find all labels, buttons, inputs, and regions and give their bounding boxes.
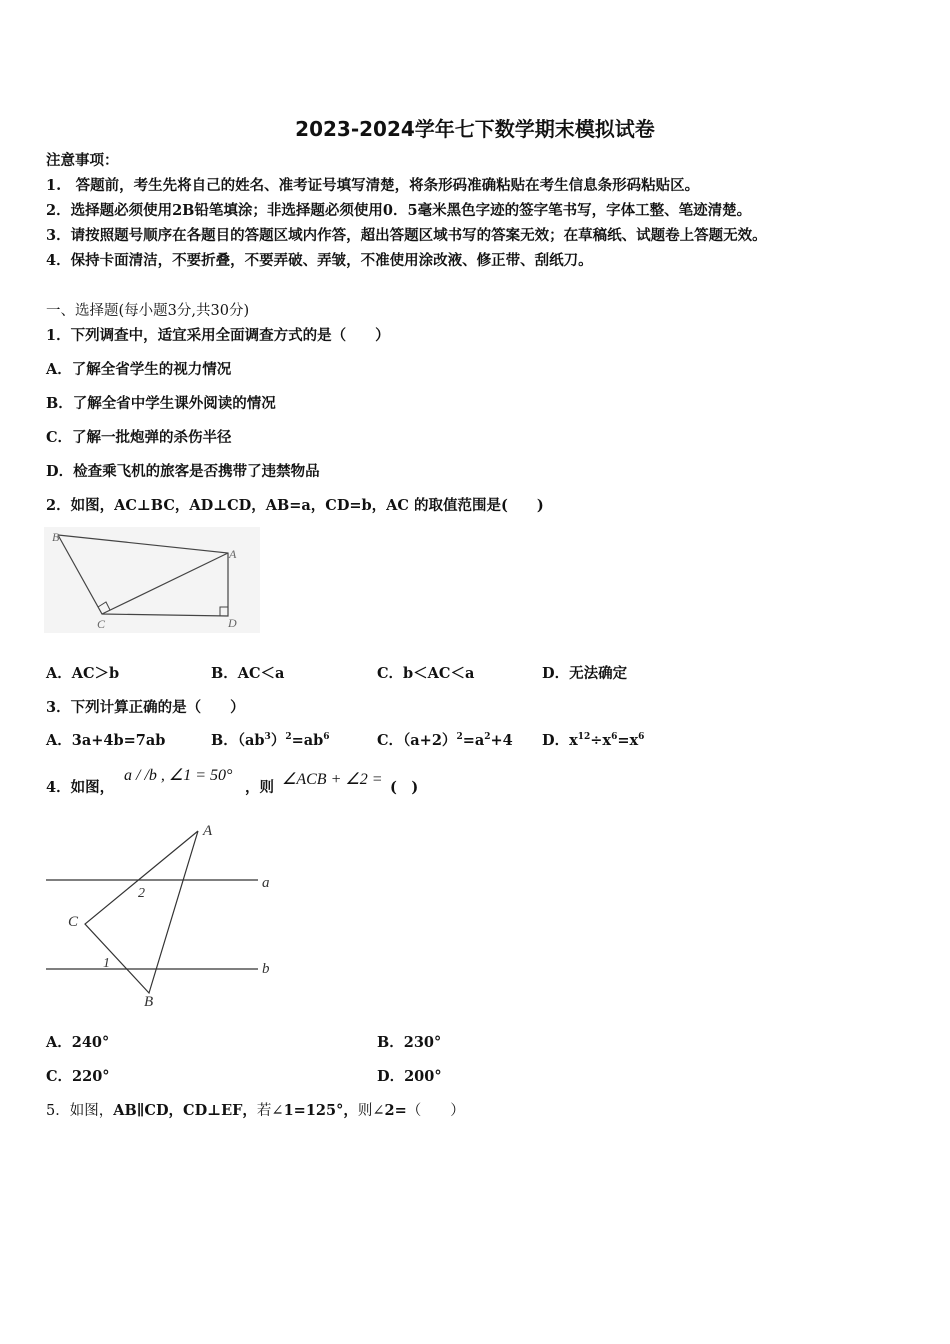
q2-figure xyxy=(44,527,260,633)
q4-label-b: b xyxy=(262,961,270,977)
q4-label-angle-1: 1 xyxy=(103,956,110,971)
section-heading: 一、选择题(每小题3分,共30分) xyxy=(46,303,250,319)
q4-option-b: B．230° xyxy=(377,1034,442,1051)
q4-label-a: a xyxy=(262,875,270,891)
q4-option-a: A．240° xyxy=(46,1034,110,1051)
q5-stem: 5．如图，AB∥CD，CD⊥EF，若∠1=125°，则∠2=（ ） xyxy=(46,1102,465,1119)
q3-option-b: B．$(ab^3)^2=ab^6$ xyxy=(211,732,330,749)
q4-stem-mid: ，则 xyxy=(245,779,274,796)
q2-option-a: A．AC＞b xyxy=(46,665,120,682)
notice-item-4: 4．保持卡面清洁，不要折叠，不要弄破、弄皱，不准使用涂改液、修正带、刮纸刀。 xyxy=(46,252,593,269)
q2-stem: 2．如图，AC⊥BC，AD⊥CD，AB=a，CD=b，AC 的取值范围是( ) xyxy=(46,497,544,514)
q4-formula-2: ∠ACB + ∠2 = xyxy=(282,771,383,788)
notice-item-2: 2．选择题必须使用2B铅笔填涂；非选择题必须使用0．5毫米黑色字迹的签字笔书写，字体工整、笔迹清楚。 xyxy=(46,202,752,219)
q4-label-B: B xyxy=(144,994,154,1010)
q2-label-d: D xyxy=(228,616,237,630)
q3-option-d: D．$x^{12}\div x^6=x^6$ xyxy=(542,732,645,749)
q4-stem-post: ( ) xyxy=(390,779,419,796)
q2-option-d: D．无法确定 xyxy=(542,665,628,682)
q3-option-a: A．3a+4b=7ab xyxy=(46,732,166,749)
q2-label-c: C xyxy=(97,617,106,631)
q1-option-d: D．检查乘飞机的旅客是否携带了违禁物品 xyxy=(46,463,320,480)
q1-option-c: C．了解一批炮弹的杀伤半径 xyxy=(46,429,232,446)
q2-option-b: B．AC＜a xyxy=(211,665,285,682)
q4-option-d: D．200° xyxy=(377,1068,442,1085)
q1-option-a: A．了解全省学生的视力情况 xyxy=(46,361,232,378)
q2-label-b: B xyxy=(52,530,60,544)
q4-label-A: A xyxy=(203,823,213,839)
notice-heading: 注意事项： xyxy=(46,152,119,169)
notice-item-1: 1. 答题前，考生先将自己的姓名、准考证号填写清楚，将条形码准确粘贴在考生信息条形码粘贴区。 xyxy=(46,177,700,194)
q4-formula-1: a / /b , ∠1 = 50° xyxy=(124,767,233,784)
notice-item-3: 3．请按照题号顺序在各题目的答题区域内作答，超出答题区域书写的答案无效；在草稿纸、试题卷上答题无效。 xyxy=(46,227,767,244)
q1-option-b: B．了解全省中学生课外阅读的情况 xyxy=(46,395,276,412)
q4-label-C: C xyxy=(68,914,79,930)
q4-figure xyxy=(40,818,285,1010)
q3-stem: 3．下列计算正确的是（ ） xyxy=(46,699,245,716)
q4-stem-pre: 4．如图， xyxy=(46,779,115,796)
q4-option-c: C．220° xyxy=(46,1068,110,1085)
q4-label-angle-2: 2 xyxy=(138,886,145,901)
q2-option-c: C．b＜AC＜a xyxy=(377,665,475,682)
q3-option-c: C．$(a+2)^2=a^2+4$ xyxy=(377,732,513,749)
q1-stem: 1．下列调查中，适宜采用全面调查方式的是（ ） xyxy=(46,327,390,344)
page-title: 2023-2024学年七下数学期末模拟试卷 xyxy=(295,117,655,141)
q2-label-a: A xyxy=(229,547,237,561)
